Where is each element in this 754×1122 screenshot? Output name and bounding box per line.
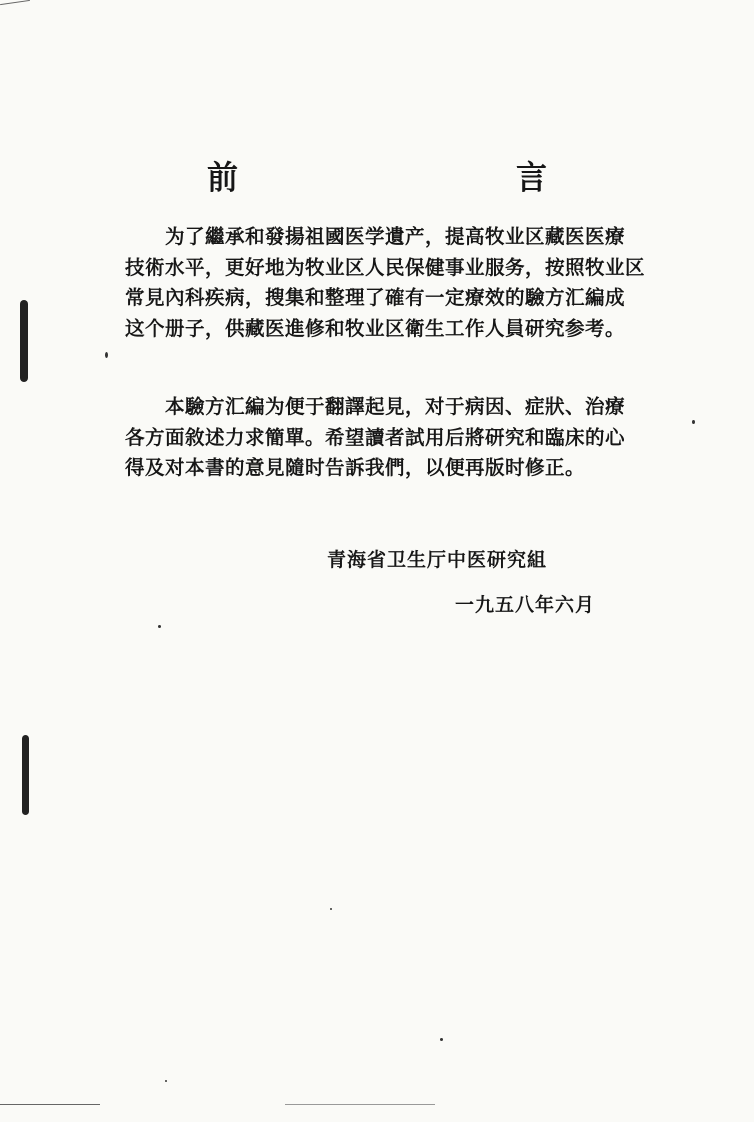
speck [692,420,695,424]
preface-paragraph-1 [125,222,670,344]
binding-mark-lower [22,735,29,815]
scan-edge-line [0,0,30,5]
speck [330,908,332,910]
text-line: 技術水平，更好地为牧业区人民保健事业服务，按照牧业区 [125,255,646,279]
text-line: 得及对本書的意見隨时告訴我們，以便再版时修正。 [125,456,586,479]
speck [105,352,108,358]
text-line: 各方面敘述力求簡單。希望讀者試用后將研究和臨床的心 [125,425,626,449]
text-line: 这个册子，供藏医進修和牧业区衛生工作人員研究参考。 [125,316,626,340]
speck [440,1038,443,1041]
scan-edge-line [0,1104,100,1105]
text-line: 常見內科疾病，搜集和整理了確有一定療效的驗方汇編成 [125,286,626,309]
page-title: 前 言 [207,159,619,197]
scan-edge-line [285,1104,435,1105]
speck [165,1080,167,1082]
signature-organization: 青海省卫生厅中医研究組 [327,549,548,571]
preface-paragraph-2 [125,392,670,484]
signature-date: 一九五八年六月 [455,594,596,616]
text-line: 为了繼承和發揚祖國医学遺产，提高牧业区藏医医療 [125,225,626,248]
speck [158,625,161,628]
binding-mark-upper [20,300,28,382]
text-line: 本驗方汇編为便于翻譯起見，对于病因、症狀、治療 [125,395,626,418]
